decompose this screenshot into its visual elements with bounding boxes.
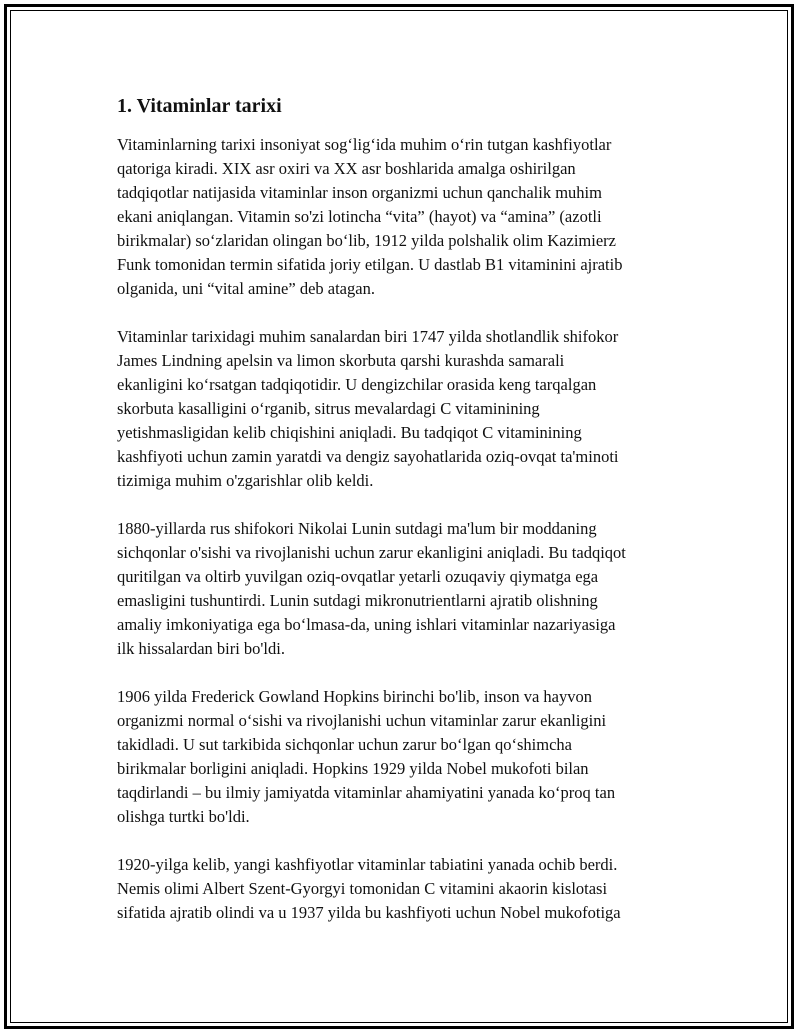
paragraph-hopkins bbox=[117, 685, 687, 829]
text-line: tadqiqotlar natijasida vitaminlar inson organizmi uchun qanchalik muhim bbox=[117, 183, 602, 202]
text-line: sifatida ajratib olindi va u 1937 yilda bu kashfiyoti uchun Nobel mukofotiga bbox=[117, 903, 621, 922]
text-line: olishga turtki bo'ldi. bbox=[117, 807, 250, 826]
text-line: qatoriga kiradi. XIX asr oxiri va XX asr boshlarida amalga oshirilgan bbox=[117, 159, 576, 178]
text-line: 1880-yillarda rus shifokori Nikolai Lunin sutdagi ma'lum bir moddaning bbox=[117, 519, 597, 538]
text-line: kashfiyoti uchun zamin yaratdi va dengiz sayohatlarida oziq-ovqat ta'minoti bbox=[117, 447, 619, 466]
text-line: quritilgan va oltirb yuvilgan oziq-ovqatlar yetarli ozuqaviy qiymatga ega bbox=[117, 567, 599, 586]
text-line: 1920-yilga kelib, yangi kashfiyotlar vitaminlar tabiatini yanada ochib berdi. bbox=[117, 855, 618, 874]
text-line: James Lindning apelsin va limon skorbuta qarshi kurashda samarali bbox=[117, 351, 565, 370]
text-line: ilk hissalardan biri bo'ldi. bbox=[117, 639, 285, 658]
text-line: tizimiga muhim o'zgarishlar olib keldi. bbox=[117, 471, 374, 490]
text-line: ekanligini ko‘rsatgan tadqiqotidir. U dengizchilar orasida keng tarqalgan bbox=[117, 375, 597, 394]
text-line: yetishmasligidan kelib chiqishini aniqladi. Bu tadqiqot C vitaminining bbox=[117, 423, 582, 442]
document-body bbox=[117, 92, 687, 949]
text-line: emasligini tushuntirdi. Lunin sutdagi mikronutrientlarni ajratib olishning bbox=[117, 591, 598, 610]
text-line: Funk tomonidan termin sifatida joriy etilgan. U dastlab B1 vitaminini ajratib bbox=[117, 255, 623, 274]
text-line: Nemis olimi Albert Szent-Gyorgyi tomonidan C vitamini akaorin kislotasi bbox=[117, 879, 608, 898]
text-line: birikmalar) so‘zlaridan olingan bo‘lib, 1912 yilda polshalik olim Kazimierz bbox=[117, 231, 616, 250]
text-line: takidladi. U sut tarkibida sichqonlar uchun zarur bo‘lgan qo‘shimcha bbox=[117, 735, 572, 754]
text-line: sichqonlar o'sishi va rivojlanishi uchun zarur ekanligini aniqladi. Bu tadqiqot bbox=[117, 543, 626, 562]
text-line: 1906 yilda Frederick Gowland Hopkins birinchi bo'lib, inson va hayvon bbox=[117, 687, 592, 706]
paragraph-james-lind bbox=[117, 325, 687, 493]
text-line: ekani aniqlangan. Vitamin so'zi lotincha “vita” (hayot) va “amina” (azotli bbox=[117, 207, 602, 226]
text-line: taqdirlandi – bu ilmiy jamiyatda vitaminlar ahamiyatini yanada ko‘proq tan bbox=[117, 783, 616, 802]
text-line: olganida, uni “vital amine” deb atagan. bbox=[117, 279, 375, 298]
paragraph-nikolai-lunin bbox=[117, 517, 687, 661]
text-line: organizmi normal o‘sishi va rivojlanishi uchun vitaminlar zarur ekanligini bbox=[117, 711, 607, 730]
text-line: amaliy imkoniyatiga ega bo‘lmasa-da, uning ishlari vitaminlar nazariyasiga bbox=[117, 615, 616, 634]
paragraph-szent-gyorgyi bbox=[117, 853, 687, 925]
text-line: Vitaminlar tarixidagi muhim sanalardan biri 1747 yilda shotlandlik shifokor bbox=[117, 327, 619, 346]
text-line: birikmalar borligini aniqladi. Hopkins 1929 yilda Nobel mukofoti bilan bbox=[117, 759, 589, 778]
text-line: skorbuta kasalligini o‘rganib, sitrus mevalardagi C vitaminining bbox=[117, 399, 540, 418]
text-line: Vitaminlarning tarixi insoniyat sog‘lig‘ida muhim o‘rin tutgan kashfiyotlar bbox=[117, 135, 612, 154]
paragraph-history-intro bbox=[117, 133, 687, 301]
section-title: 1. Vitaminlar tarixi bbox=[117, 95, 282, 117]
